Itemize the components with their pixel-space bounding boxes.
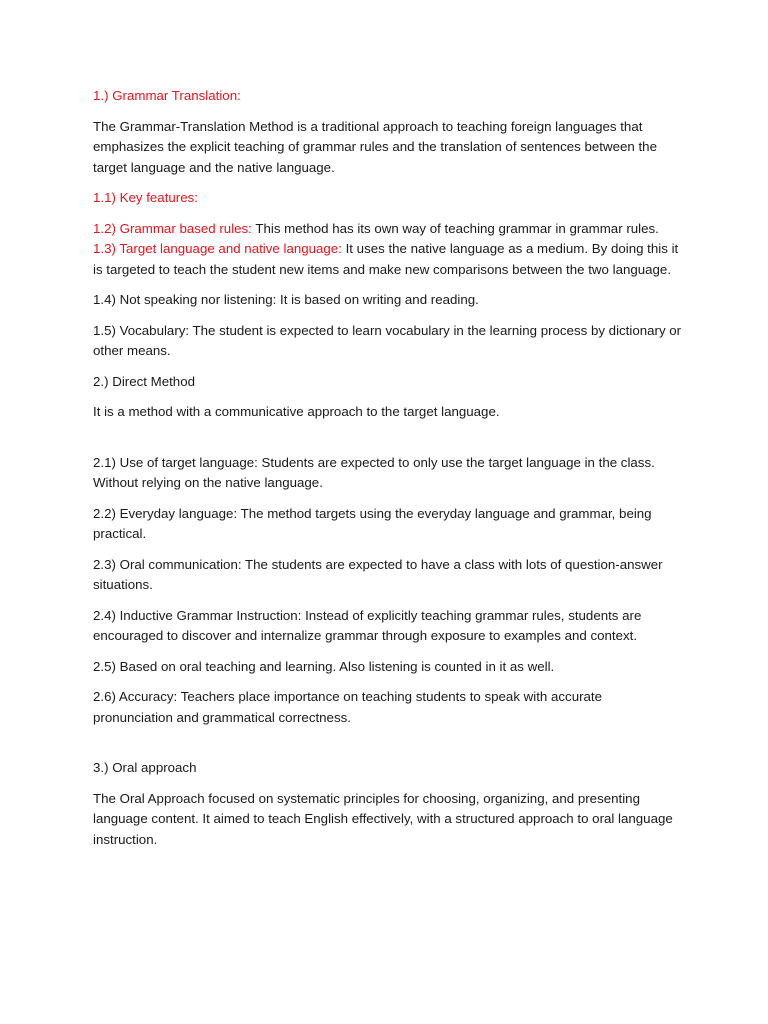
section-2-1-paragraph: 2.1) Use of target language: Students are expected to only use the target language in the class. Without relying on the native language.: [93, 454, 655, 490]
section-1-3-paragraph: [93, 239, 683, 280]
section-1-3-text: It uses the native language as a medium. By doing this it is targeted to teach the student new items and make new comparisons between the two language.: [93, 241, 679, 277]
section-1-4-paragraph: 1.4) Not speaking nor listening: It is based on writing and reading.: [93, 292, 479, 307]
section-2-5-paragraph: 2.5) Based on oral teaching and learning. Also listening is counted in it as well.: [93, 658, 555, 674]
section-1-1-heading: 1.1) Key features:: [93, 190, 198, 205]
section-2-4-paragraph: 2.4) Inductive Grammar Instruction: Instead of explicitly teaching grammar rules, students are encouraged to discover and internalize grammar through exposure to examples and context.: [93, 607, 642, 643]
section-2-heading: 2.) Direct Method: [93, 373, 195, 389]
section-2-3-paragraph: 2.3) Oral communication: The students are expected to have a class with lots of question-answer situations.: [93, 556, 663, 592]
section-2-6-paragraph: 2.6) Accuracy: Teachers place importance on teaching students to speak with accurate pronunciation and grammatical correctness.: [93, 689, 603, 725]
section-2-intro: It is a method with a communicative approach to the target language.: [93, 404, 500, 419]
section-1-intro: The Grammar-Translation Method is a traditional approach to teaching foreign languages that emphasizes the explicit teaching of grammar rules and the translation of sentences between the target language and the native language.: [93, 118, 657, 175]
section-3-heading: 3.) Oral approach: [93, 760, 197, 775]
section-3-intro: The Oral Approach focused on systematic principles for choosing, organizing, and presenting language content. It aimed to teach English effectively, with a structured approach to oral language instruction.: [93, 790, 673, 847]
section-1-3-label: 1.3) Target language and native language:: [93, 241, 342, 256]
document-page: [93, 86, 683, 860]
section-2-2-paragraph: 2.2) Everyday language: The method targets using the everyday language and grammar, being practical.: [93, 505, 652, 541]
section-1-heading: 1.) Grammar Translation:: [93, 88, 241, 103]
section-1-2-text: This method has its own way of teaching grammar in grammar rules.: [251, 220, 659, 236]
section-1-5-paragraph: 1.5) Vocabulary: The student is expected to learn vocabulary in the learning process by dictionary or other means.: [93, 322, 682, 358]
section-1-2-paragraph: [93, 219, 683, 240]
section-1-2-label: 1.2) Grammar based rules:: [93, 220, 252, 236]
